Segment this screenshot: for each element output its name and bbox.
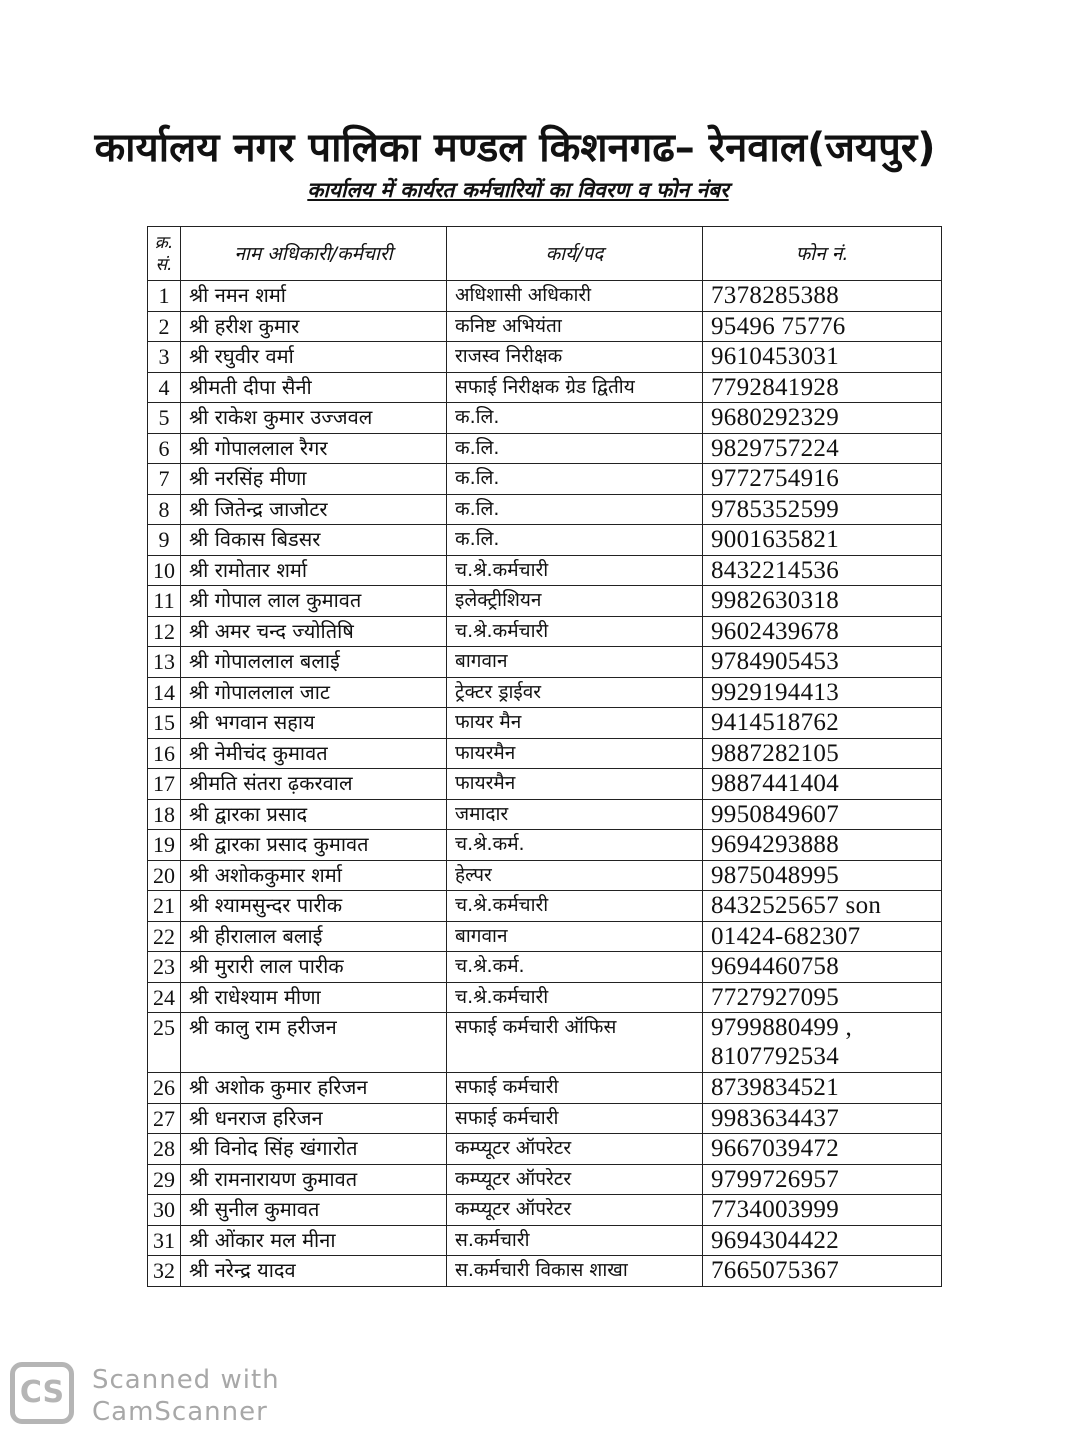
serial-number-cell: 29 <box>148 1164 181 1195</box>
table-row <box>148 433 942 464</box>
post-cell: क.लि. <box>447 464 703 495</box>
name-cell: श्री हीरालाल बलाई <box>181 921 447 952</box>
name-cell: श्री विकास बिडसर <box>181 525 447 556</box>
serial-number-cell: 4 <box>148 372 181 403</box>
phone-cell: 9001635821 <box>703 525 942 556</box>
phone-cell: 9887282105 <box>703 738 942 769</box>
table-row <box>148 708 942 739</box>
post-cell: इलेक्ट्रीशियन <box>447 586 703 617</box>
phone-cell: 9772754916 <box>703 464 942 495</box>
post-cell: सफाई कर्मचारी ऑफिस <box>447 1013 703 1073</box>
table-row <box>148 1073 942 1104</box>
name-cell: श्री गोपाललाल बलाई <box>181 647 447 678</box>
table-header-row <box>148 227 942 281</box>
serial-number-cell: 31 <box>148 1225 181 1256</box>
phone-cell: 9983634437 <box>703 1103 942 1134</box>
serial-number-cell: 5 <box>148 403 181 434</box>
name-cell: श्री कालु राम हरीजन <box>181 1013 447 1073</box>
phone-cell: 8432214536 <box>703 555 942 586</box>
post-cell: क.लि. <box>447 525 703 556</box>
table-row <box>148 891 942 922</box>
post-cell: सफाई निरीक्षक ग्रेड द्वितीय <box>447 372 703 403</box>
serial-number-cell: 19 <box>148 830 181 861</box>
phone-cell: 7734003999 <box>703 1195 942 1226</box>
phone-cell: 9694460758 <box>703 952 942 983</box>
serial-number-cell: 8 <box>148 494 181 525</box>
phone-cell: 7792841928 <box>703 372 942 403</box>
name-cell: श्री गोपाललाल जाट <box>181 677 447 708</box>
name-cell: श्री नरेन्द्र यादव <box>181 1256 447 1287</box>
watermark-line-2: CamScanner <box>92 1397 268 1427</box>
phone-cell: 9829757224 <box>703 433 942 464</box>
post-cell: ट्रेक्टर ड्राईवर <box>447 677 703 708</box>
post-cell: कम्प्यूटर ऑपरेटर <box>447 1164 703 1195</box>
phone-cell: 9667039472 <box>703 1134 942 1165</box>
post-cell: च.श्रे.कर्मचारी <box>447 982 703 1013</box>
phone-cell: 7727927095 <box>703 982 942 1013</box>
page-subtitle: कार्यालय में कार्यरत कर्मचारियों का विवरण व फोन नंबर <box>307 178 729 202</box>
post-cell: सफाई कर्मचारी <box>447 1103 703 1134</box>
post-cell: च.श्रे.कर्मचारी <box>447 555 703 586</box>
table-row <box>148 1195 942 1226</box>
serial-number-cell: 10 <box>148 555 181 586</box>
table-row <box>148 1256 942 1287</box>
name-cell: श्री राधेश्याम मीणा <box>181 982 447 1013</box>
phone-cell: 9784905453 <box>703 647 942 678</box>
phone-cell: 9982630318 <box>703 586 942 617</box>
table-row <box>148 555 942 586</box>
serial-number-cell: 6 <box>148 433 181 464</box>
staff-table <box>147 226 942 1287</box>
serial-number-cell: 21 <box>148 891 181 922</box>
name-cell: श्री द्वारका प्रसाद <box>181 799 447 830</box>
phone-cell: 9950849607 <box>703 799 942 830</box>
phone-cell: 9785352599 <box>703 494 942 525</box>
serial-number-cell: 26 <box>148 1073 181 1104</box>
serial-number-cell: 17 <box>148 769 181 800</box>
name-cell: श्री विनोद सिंह खंगारोत <box>181 1134 447 1165</box>
name-cell: श्री रामनारायण कुमावत <box>181 1164 447 1195</box>
serial-number-cell: 23 <box>148 952 181 983</box>
phone-cell: 8739834521 <box>703 1073 942 1104</box>
post-cell: क.लि. <box>447 433 703 464</box>
phone-cell: 9694293888 <box>703 830 942 861</box>
serial-number-cell: 12 <box>148 616 181 647</box>
table-row <box>148 921 942 952</box>
phone-cell: 7665075367 <box>703 1256 942 1287</box>
serial-number-cell: 20 <box>148 860 181 891</box>
phone-cell: 8432525657 son <box>703 891 942 922</box>
table-row <box>148 525 942 556</box>
name-cell: श्री जितेन्द्र जाजोटर <box>181 494 447 525</box>
table-row <box>148 403 942 434</box>
phone-cell: 9602439678 <box>703 616 942 647</box>
table-row <box>148 1013 942 1073</box>
table-body <box>148 281 942 1287</box>
name-cell: श्री द्वारका प्रसाद कुमावत <box>181 830 447 861</box>
phone-cell: 9694304422 <box>703 1225 942 1256</box>
serial-number-cell: 9 <box>148 525 181 556</box>
phone-cell: 9887441404 <box>703 769 942 800</box>
table-row <box>148 738 942 769</box>
name-cell: श्री हरीश कुमार <box>181 311 447 342</box>
table-row <box>148 586 942 617</box>
serial-number-cell: 7 <box>148 464 181 495</box>
phone-line: 8107792534 <box>711 1043 839 1070</box>
post-cell: स.कर्मचारी <box>447 1225 703 1256</box>
post-cell: कम्प्यूटर ऑपरेटर <box>447 1195 703 1226</box>
name-cell: श्री राकेश कुमार उज्जवल <box>181 403 447 434</box>
phone-cell: 7378285388 <box>703 281 942 312</box>
post-cell: क.लि. <box>447 494 703 525</box>
name-cell: श्री श्यामसुन्दर पारीक <box>181 891 447 922</box>
post-cell: कम्प्यूटर ऑपरेटर <box>447 1134 703 1165</box>
post-cell: राजस्व निरीक्षक <box>447 342 703 373</box>
table-row <box>148 799 942 830</box>
table-row <box>148 281 942 312</box>
name-cell: श्री ओंकार मल मीना <box>181 1225 447 1256</box>
post-cell: जमादार <box>447 799 703 830</box>
serial-number-cell: 3 <box>148 342 181 373</box>
serial-number-cell: 11 <box>148 586 181 617</box>
table-row <box>148 311 942 342</box>
post-cell: क.लि. <box>447 403 703 434</box>
serial-number-cell: 18 <box>148 799 181 830</box>
camscanner-logo: CS <box>10 1362 74 1424</box>
name-cell: श्री रघुवीर वर्मा <box>181 342 447 373</box>
phone-cell: 95496 75776 <box>703 311 942 342</box>
page-title: कार्यालय नगर पालिका मण्डल किशनगढ– रेनवाल(जयपुर) <box>94 125 936 171</box>
post-cell: अधिशासी अधिकारी <box>447 281 703 312</box>
name-cell: श्रीमति संतरा ढ़करवाल <box>181 769 447 800</box>
table-row <box>148 677 942 708</box>
serial-number-cell: 27 <box>148 1103 181 1134</box>
name-cell: श्री भगवान सहाय <box>181 708 447 739</box>
phone-cell: 01424-682307 <box>703 921 942 952</box>
table-row <box>148 342 942 373</box>
serial-number-cell: 2 <box>148 311 181 342</box>
name-cell: श्री गोपाललाल रैगर <box>181 433 447 464</box>
phone-line: 9799880499 , <box>711 1014 853 1041</box>
post-cell: च.श्रे.कर्म. <box>447 830 703 861</box>
table-row <box>148 647 942 678</box>
name-cell: श्री अशोककुमार शर्मा <box>181 860 447 891</box>
table-row <box>148 1225 942 1256</box>
post-cell: बागवान <box>447 921 703 952</box>
serial-number-cell: 28 <box>148 1134 181 1165</box>
table-row <box>148 952 942 983</box>
phone-cell: 9680292329 <box>703 403 942 434</box>
table-row <box>148 1164 942 1195</box>
phone-cell: 9875048995 <box>703 860 942 891</box>
serial-number-cell: 24 <box>148 982 181 1013</box>
header-name: नाम अधिकारी/कर्मचारी <box>181 227 447 281</box>
phone-cell <box>703 1013 942 1073</box>
phone-cell: 9929194413 <box>703 677 942 708</box>
table-row <box>148 1103 942 1134</box>
name-cell: श्री सुनील कुमावत <box>181 1195 447 1226</box>
name-cell: श्री गोपाल लाल कुमावत <box>181 586 447 617</box>
name-cell: श्री धनराज हरिजन <box>181 1103 447 1134</box>
name-cell: श्रीमती दीपा सैनी <box>181 372 447 403</box>
table-row <box>148 860 942 891</box>
table-row <box>148 982 942 1013</box>
table-row <box>148 769 942 800</box>
post-cell: फायरमैन <box>447 769 703 800</box>
phone-cell: 9799726957 <box>703 1164 942 1195</box>
post-cell: कनिष्ट अभियंता <box>447 311 703 342</box>
serial-number-cell: 30 <box>148 1195 181 1226</box>
post-cell: बागवान <box>447 647 703 678</box>
name-cell: श्री रामोतार शर्मा <box>181 555 447 586</box>
table-row <box>148 830 942 861</box>
name-cell: श्री नमन शर्मा <box>181 281 447 312</box>
post-cell: फायरमैन <box>447 738 703 769</box>
post-cell: च.श्रे.कर्मचारी <box>447 616 703 647</box>
name-cell: श्री अशोक कुमार हरिजन <box>181 1073 447 1104</box>
header-serial-number: क्र. सं. <box>148 227 181 281</box>
camscanner-watermark <box>92 1364 280 1428</box>
serial-number-cell: 1 <box>148 281 181 312</box>
table-row <box>148 1134 942 1165</box>
serial-number-cell: 32 <box>148 1256 181 1287</box>
name-cell: श्री नेमीचंद कुमावत <box>181 738 447 769</box>
table-row <box>148 616 942 647</box>
watermark-line-1: Scanned with <box>92 1365 280 1395</box>
post-cell: च.श्रे.कर्म. <box>447 952 703 983</box>
serial-number-cell: 14 <box>148 677 181 708</box>
post-cell: फायर मैन <box>447 708 703 739</box>
post-cell: च.श्रे.कर्मचारी <box>447 891 703 922</box>
serial-number-cell: 13 <box>148 647 181 678</box>
table-row <box>148 464 942 495</box>
post-cell: हेल्पर <box>447 860 703 891</box>
serial-number-cell: 25 <box>148 1013 181 1073</box>
name-cell: श्री नरसिंह मीणा <box>181 464 447 495</box>
name-cell: श्री मुरारी लाल पारीक <box>181 952 447 983</box>
table-row <box>148 372 942 403</box>
serial-number-cell: 16 <box>148 738 181 769</box>
phone-cell: 9414518762 <box>703 708 942 739</box>
serial-number-cell: 22 <box>148 921 181 952</box>
serial-number-cell: 15 <box>148 708 181 739</box>
post-cell: सफाई कर्मचारी <box>447 1073 703 1104</box>
phone-cell: 9610453031 <box>703 342 942 373</box>
name-cell: श्री अमर चन्द ज्योतिषि <box>181 616 447 647</box>
header-phone: फोन नं. <box>703 227 942 281</box>
post-cell: स.कर्मचारी विकास शाखा <box>447 1256 703 1287</box>
header-post: कार्य/पद <box>447 227 703 281</box>
table-row <box>148 494 942 525</box>
